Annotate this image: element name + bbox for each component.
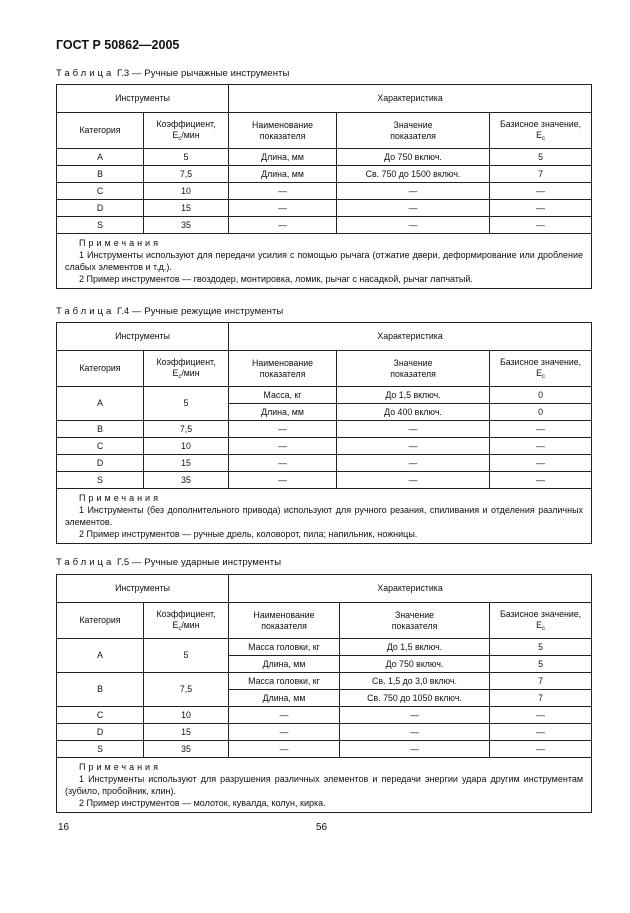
note-2: 2 Пример инструментов — гвоздодер, монтировка, ломик, рычаг с насадкой, рычаг лапчатый. — [79, 274, 473, 284]
table-row: S 35 — — — — [57, 741, 592, 758]
table-notes — [57, 489, 592, 544]
table-row: D 15 — — — — [57, 200, 592, 217]
col-header-base: Базисное значение, $E_c$ — [490, 603, 592, 639]
table-row: B 7,5 Масса головки, кг Св. 1,5 до 3,0 включ. 7 — [57, 673, 592, 690]
table-notes — [57, 758, 592, 813]
document-header: ГОСТ Р 50862—2005 — [56, 38, 180, 52]
table-row: C 10 — — — — [57, 707, 592, 724]
table-label: Таблица — [56, 68, 115, 79]
col-header-name: Наименование показателя — [229, 113, 337, 149]
table-g4 — [56, 322, 592, 544]
col-header-category: Категория — [57, 603, 144, 639]
note-2: 2 Пример инструментов — молоток, кувалда, колун, кирка. — [79, 798, 326, 808]
col-header-value: Значение показателя — [340, 603, 490, 639]
table-row: Длина, мм До 400 включ. 0 — [57, 404, 592, 421]
table-g3 — [56, 84, 592, 289]
col-header-coefficient: Коэффициент, $E_c$/мин — [144, 603, 229, 639]
col-header-base: Базисное значение, $E_c$ — [490, 113, 592, 149]
table-row: Длина, мм Св. 750 до 1050 включ. 7 — [57, 690, 592, 707]
table-notes — [57, 234, 592, 289]
col-header-coefficient: Коэффициент, $E_c$/мин — [144, 351, 229, 387]
col-header-coefficient: Коэффициент, $E_c$/мин — [144, 113, 229, 149]
note-2: 2 Пример инструментов — ручные дрель, коловорот, пила; напильник, ножницы. — [79, 529, 418, 539]
group-header-tools: Инструменты — [57, 323, 229, 351]
col-header-name: Наименование показателя — [229, 351, 337, 387]
col-header-name: Наименование показателя — [229, 603, 340, 639]
table-title: Г.4 — Ручные режущие инструменты — [114, 306, 284, 317]
page-number-center: 56 — [316, 822, 328, 833]
table-row: B 7,5 — — — — [57, 421, 592, 438]
table-title: Г.5 — Ручные ударные инструменты — [114, 557, 282, 568]
col-header-category: Категория — [57, 351, 144, 387]
group-header-characteristics: Характеристика — [229, 323, 592, 351]
table-g3-caption — [56, 68, 289, 79]
col-header-base: Базисное значение, $E_c$ — [490, 351, 592, 387]
table-row: B 7,5 Длина, мм Св. 750 до 1500 включ. 7 — [57, 166, 592, 183]
group-header-characteristics: Характеристика — [229, 85, 592, 113]
group-header-tools: Инструменты — [57, 85, 229, 113]
table-row: A 5 Масса, кг До 1,5 включ. 0 — [57, 387, 592, 404]
note-1: 1 Инструменты (без дополнительного привода) используют для ручного резания, спиливания и отделения различных элементов. — [65, 505, 584, 527]
col-header-value: Значение показателя — [337, 351, 490, 387]
col-header-category: Категория — [57, 113, 144, 149]
table-label: Таблица — [56, 557, 115, 568]
table-row: C 10 — — — — [57, 438, 592, 455]
table-row: C 10 — — — — [57, 183, 592, 200]
table-row: A 5 Масса головки, кг До 1,5 включ. 5 — [57, 639, 592, 656]
table-row: A 5 Длина, мм До 750 включ. 5 — [57, 149, 592, 166]
table-g5-caption — [56, 557, 281, 568]
table-row: D 15 — — — — [57, 455, 592, 472]
table-row: Длина, мм До 750 включ. 5 — [57, 656, 592, 673]
table-g5 — [56, 574, 592, 813]
col-header-value: Значение показателя — [337, 113, 490, 149]
notes-title: Примечания — [79, 238, 161, 248]
note-1: 1 Инструменты используют для разрушения различных элементов и передачи энергии удара другим инструментам (зубило, пробойник, клин). — [65, 774, 584, 796]
table-title: Г.3 — Ручные рычажные инструменты — [114, 68, 290, 79]
note-1: 1 Инструменты используют для передачи усилия с помощью рычага (отжатие двери, деформирование или дробление слабых элементов и т.д.). — [65, 250, 584, 272]
table-row: S 35 — — — — [57, 472, 592, 489]
notes-title: Примечания — [79, 762, 161, 772]
table-g4-caption — [56, 306, 283, 317]
page-number-left: 16 — [58, 822, 70, 833]
group-header-characteristics: Характеристика — [229, 575, 592, 603]
table-row: S 35 — — — — [57, 217, 592, 234]
notes-title: Примечания — [79, 493, 161, 503]
group-header-tools: Инструменты — [57, 575, 229, 603]
table-label: Таблица — [56, 306, 115, 317]
table-row: D 15 — — — — [57, 724, 592, 741]
